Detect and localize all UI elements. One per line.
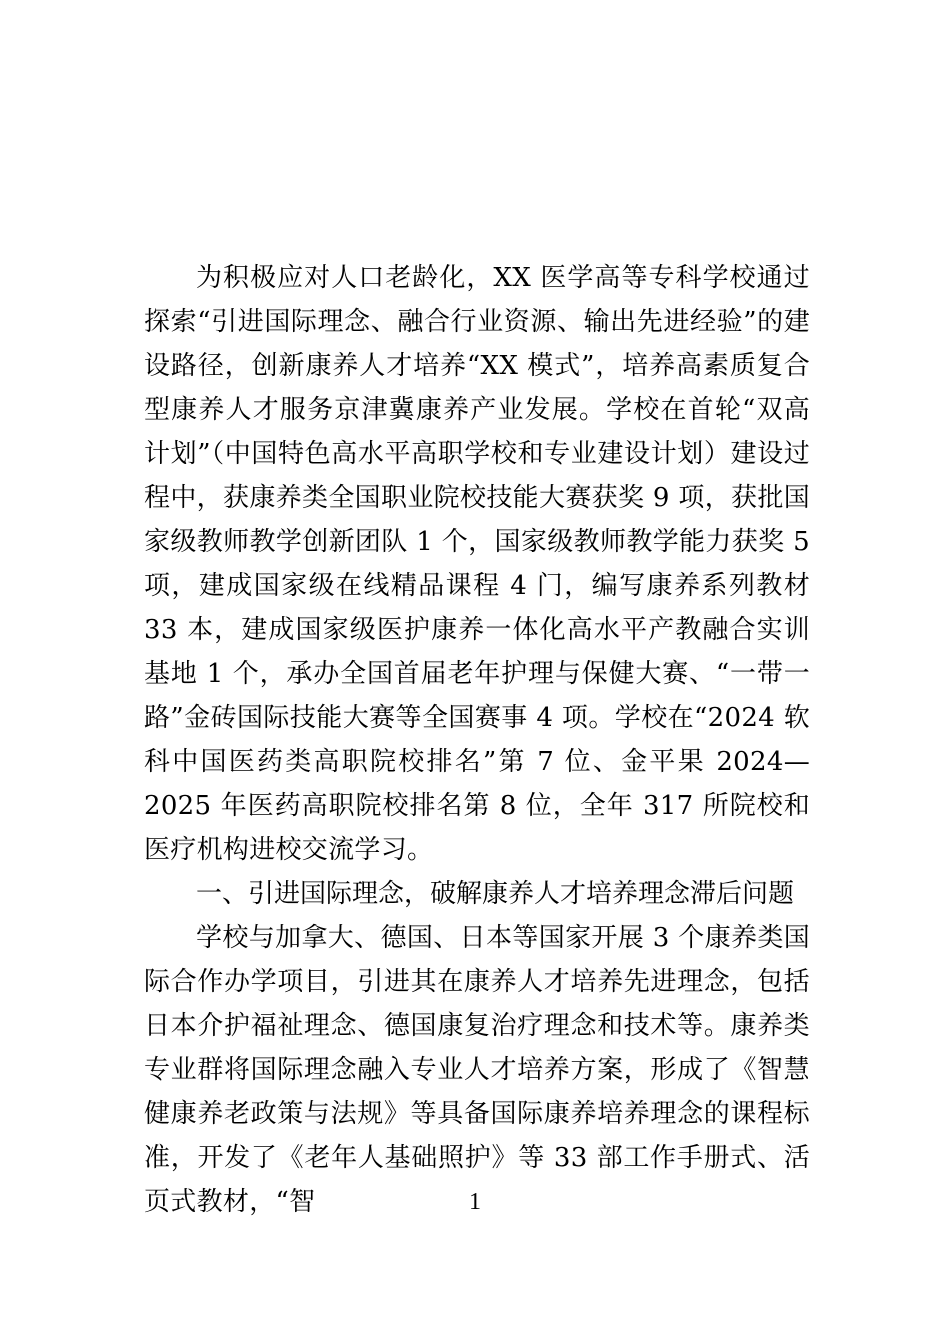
section-paragraph: 学校与加拿大、德国、日本等国家开展 3 个康养类国际合作办学项目，引进其在康养人才培养先进理念，包括日本介护福祉理念、德国康复治疗理念和技术等。康养类专业群将国际理念融入专业人才培养方案，形成了《智慧健康养老政策与法规》等具备国际康养培养理念的课程标准，开发了《老年人基础照护》等 33 部工作手册式、活页式教材，“智 bbox=[144, 923, 810, 1217]
section-heading: 一、引进国际理念，破解康养人才培养理念滞后问题 bbox=[196, 879, 795, 909]
intro-paragraph: 为积极应对人口老龄化，XX 医学高等专科学校通过探索“引进国际理念、融合行业资源、输出先进经验”的建设路径，创新康养人才培养“XX 模式”，培养高素质复合型康养人才服务京津冀康养产业发展。学校在首轮“双高计划”（中国特色高水平高职学校和专业建设计划）建设过程中，获康养类全国职业院校技能大赛获奖 9 项，获批国家级教师教学创新团队 1 个，国家级教师教学能力获奖 5 项，建成国家级在线精品课程 4 门，编写康养系列教材 33 本，建成国家级医护康养一体化高水平产教融合实训基地 1 个，承办全国首届老年护理与保健大赛、“一带一路”金砖国际技能大赛等全国赛事 4 项。学校在“2024 软科中国医药类高职院校排名”第 7 位、金平果 2024—2025 年医药高职院校排名第 8 位，全年 317 所院校和医疗机构进校交流学习。 bbox=[144, 263, 810, 865]
document-body bbox=[144, 256, 810, 1224]
page-number: 1 bbox=[469, 1189, 481, 1215]
